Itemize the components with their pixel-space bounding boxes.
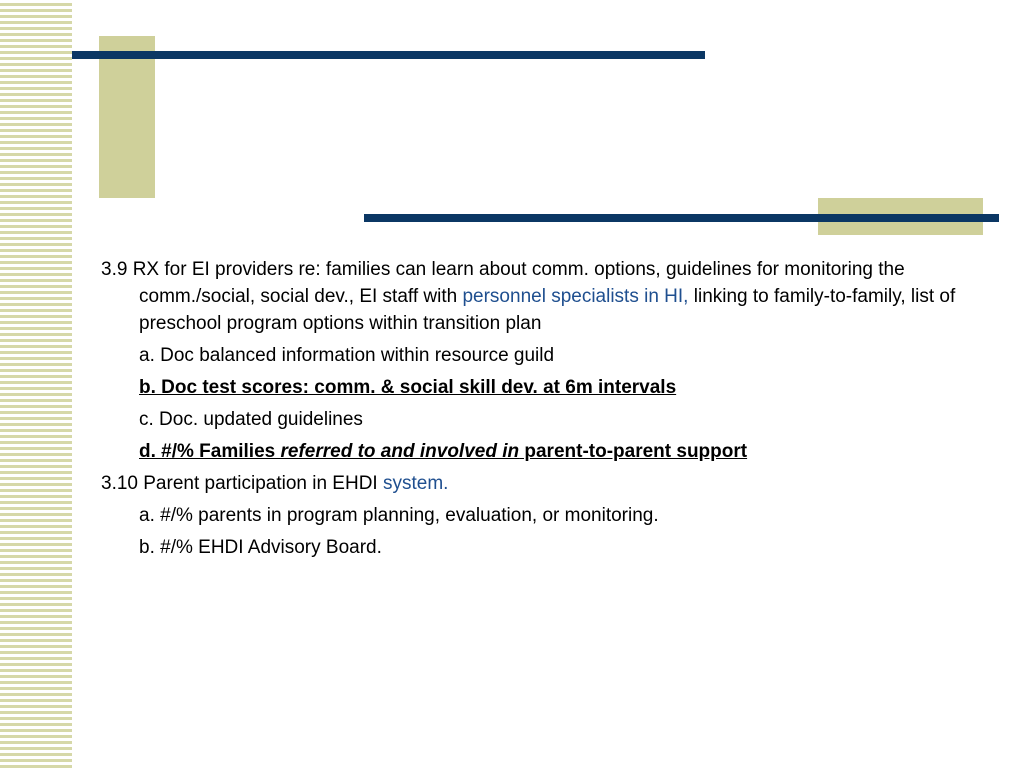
item-text-italic: referred to and involved in	[280, 441, 520, 462]
decorative-rule-top	[72, 51, 705, 59]
item-text-emphasized	[139, 441, 747, 462]
list-item-3-10-b	[101, 534, 981, 561]
list-item-3-10	[101, 470, 981, 497]
item-text: a. Doc balanced information within resource guild	[139, 345, 555, 366]
item-text: a. #/% parents in program planning, evaluation, or monitoring.	[139, 505, 659, 526]
list-item-3-9-a	[101, 342, 981, 369]
item-text: c. Doc. updated guidelines	[139, 409, 363, 430]
item-text: linking to family-to-family, list of preschool program options within transition plan	[139, 286, 956, 334]
item-text: d. #/% Families	[139, 441, 281, 462]
list-item-3-9-c	[101, 406, 981, 433]
highlight-text: personnel specialists in HI,	[462, 286, 689, 307]
decorative-stripe-band	[0, 0, 72, 768]
item-text: 3.9 RX for EI providers re: families can learn about comm. options, guidelines for monitoring the comm./social, social dev., EI staff with	[101, 259, 905, 307]
item-text: parent-to-parent support	[519, 441, 748, 462]
decorative-block-top	[99, 36, 155, 198]
slide-body	[101, 256, 981, 566]
list-item-3-9-d	[101, 438, 981, 465]
highlight-text: system.	[383, 473, 449, 494]
item-text-emphasized: b. Doc test scores: comm. & social skill dev. at 6m intervals	[139, 377, 677, 398]
list-item-3-10-a	[101, 502, 981, 529]
list-item-3-9	[101, 256, 981, 337]
list-item-3-9-b	[101, 374, 981, 401]
item-text: 3.10 Parent participation in EHDI	[101, 473, 383, 494]
decorative-rule-bottom	[364, 214, 999, 222]
item-text: b. #/% EHDI Advisory Board.	[139, 537, 382, 558]
